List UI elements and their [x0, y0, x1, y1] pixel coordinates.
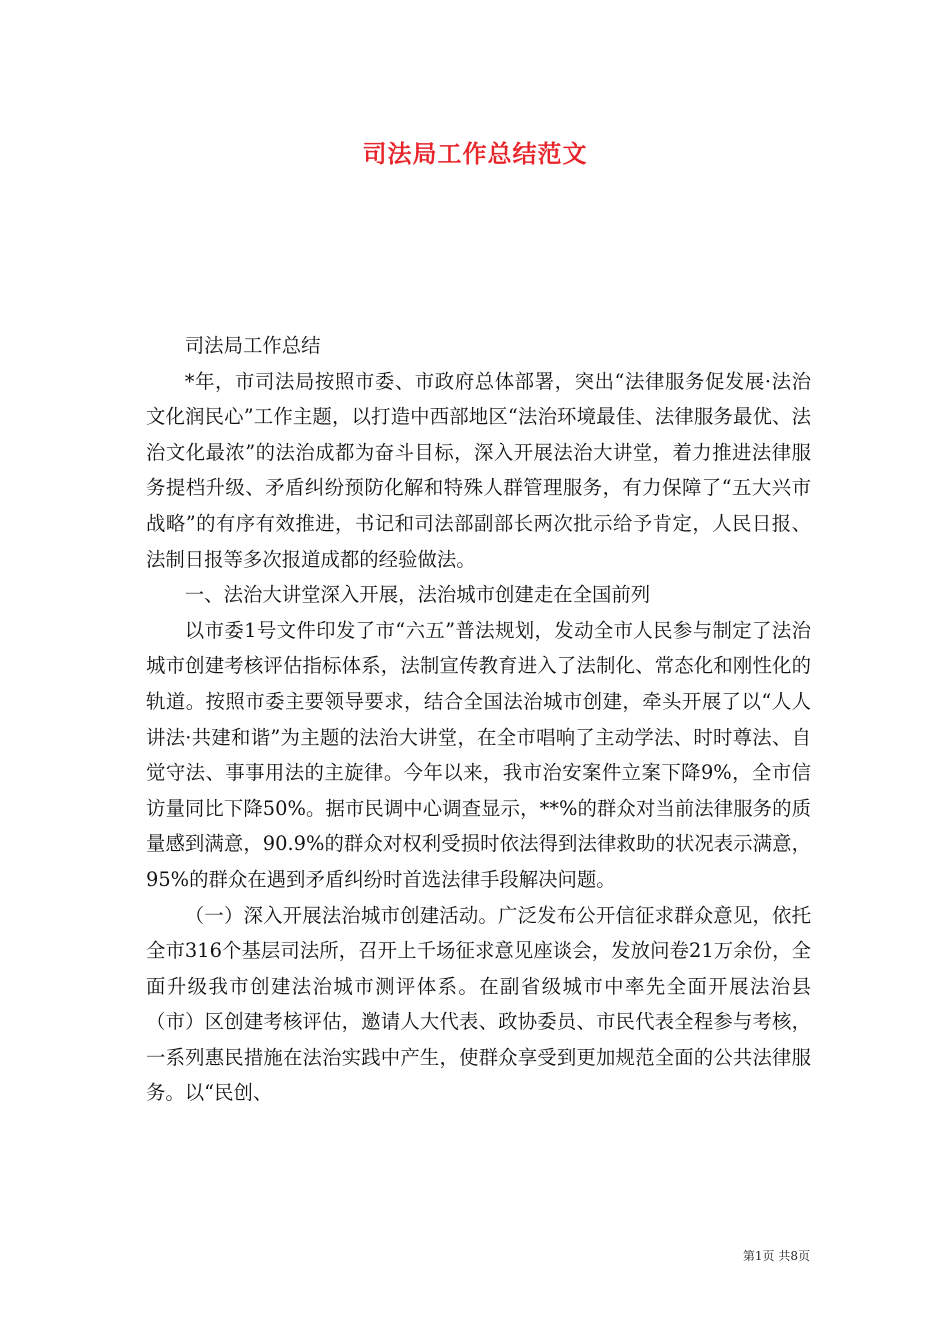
document-body: [146, 328, 811, 1111]
document-title: 司法局工作总结范文: [362, 139, 588, 168]
intro-paragraph: *年，市司法局按照市委、市政府总体部署，突出“法律服务促发展·法治文化润民心”工作主题，以打造中西部地区“法治环境最佳、法律服务最优、法治文化最浓”的法治成都为奋斗目标，深入开展法治大讲堂，着力推进法律服务提档升级、矛盾纠纷预防化解和特殊人群管理服务，有力保障了“五大兴市战略”的有序有效推进，书记和司法部副部长两次批示给予肯定，人民日报、法制日报等多次报道成都的经验做法。: [146, 369, 811, 571]
page-number: 第1页 共8页: [742, 1249, 810, 1263]
section-paragraph: 以市委1号文件印发了市“六五”普法规划，发动全市人民参与制定了法治城市创建考核评估指标体系，法制宣传教育进入了法制化、常态化和刚性化的轨道。按照市委主要领导要求，结合全国法治城市创建，牵头开展了以“人人讲法·共建和谐”为主题的法治大讲堂，在全市唱响了主动学法、时时尊法、自觉守法、事事用法的主旋律。今年以来，我市治安案件立案下降9%，全市信访量同比下降50%。据市民调中心调查显示，**%的群众对当前法律服务的质量感到满意，90.9%的群众对权利受损时依法得到法律救助的状况表示满意，95%的群众在遇到矛盾纠纷时首选法律手段解决问题。: [146, 618, 811, 891]
subsection-paragraph: （一）深入开展法治城市创建活动。广泛发布公开信征求群众意见，依托全市316个基层司法所，召开上千场征求意见座谈会，发放问卷21万余份，全面升级我市创建法治城市测评体系。在副省级城市中率先全面开展法治县（市）区创建考核评估，邀请人大代表、政协委员、市民代表全程参与考核，一系列惠民措施在法治实践中产生，使群众享受到更加规范全面的公共法律服务。以“民创、: [146, 903, 811, 1105]
subtitle-paragraph: 司法局工作总结: [184, 334, 321, 357]
section-heading: 一、法治大讲堂深入开展，法治城市创建走在全国前列: [184, 583, 651, 607]
